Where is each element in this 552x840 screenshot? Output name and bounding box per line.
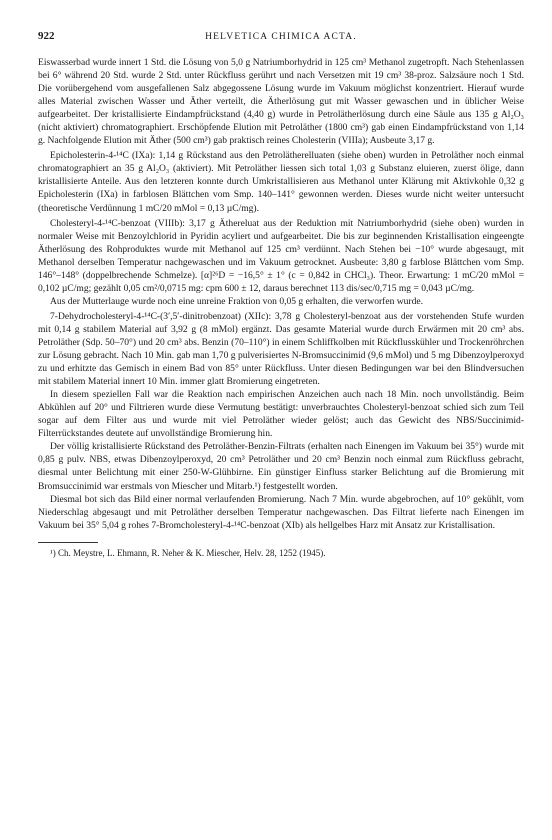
page-number: 922	[38, 30, 55, 42]
running-title: HELVETICA CHIMICA ACTA.	[205, 32, 357, 42]
paragraph-1: Eiswasserbad wurde innert 1 Std. die Lösung von 5,0 g Natriumborhydrid in 125 cm³ Methanol zugetropft. Nach Stehenlassen bei 6° während 20 Std. wurde 2 Std. unter Rückfluss gerührt und nach Versetzen mit 19 cm³ 38-proz. Salzsäure noch 1 Std. Die vorübergehend vom ausgefallenen Salz abgegossene Lösung wurde im Vakuum möglichst konzentriert. Hierauf wurde alles Material zwischen Wasser und Äther verteilt, die Ätherlösung gut mit Wasser gewaschen und in üblicher Weise aufgearbeitet. Der kristallisierte Eindampfrückstand (4,40 g) wurde in Petrolätherlösung durch eine Säule aus 135 g Al₂O₃ (nicht aktiviert) chromatographiert. Erschöpfende Elution mit Petroläther (1800 cm³) gab einen Eindampfrückstand von 1,14 g. Nachfolgende Elution mit Äther (500 cm³) gab praktisch reines Cholesterin (VIIIa); Ausbeute 3,17 g.	[38, 57, 524, 147]
footnote-rule	[38, 542, 98, 543]
paragraph-3: Cholesteryl-4-¹⁴C-benzoat (VIIIb): 3,17 g Äthereluat aus der Reduktion mit Natriumborhydrid (siehe oben) wurden in normaler Weise mit Benzoylchlorid in Pyridin acyliert und aufgearbeitet. Die bis zur beginnenden Kristallisation eingeengte Ätherlösung des Rohproduktes wurde mit Methanol auf 125 cm³ verdünnt. Nach Stehen bei −10° wurde abgesaugt, mit Methanol derselben Temperatur nachgewaschen und im Vakuum getrocknet. Ausbeute: 3,80 g farblose Blättchen vom Smp. 146°–148° (doppelbrechende Schmelze). [α]²⁶D = −16,5° ± 1° (c = 0,842 in CHCl₃). Theor. Erwartung: 1 mC/20 mMol = 0,102 µC/mg; gezählt 0,05 cm²/0,0715 mg: cpm 600 ± 12, daraus berechnet 113 dis/sec/0,715 mg = 0,043 µC/mg.	[38, 217, 524, 294]
footnote: ¹) Ch. Meystre, L. Ehmann, R. Neher & K. Miescher, Helv. 28, 1252 (1945).	[50, 547, 326, 558]
paragraph-6: In diesem speziellen Fall war die Reaktion nach empirischen Anzeichen auch nach 18 Min. noch unvollständig. Beim Abkühlen auf 20° und Filtrieren wurde diese Vermutung bestätigt: unverbrauchtes Cholesteryl-benzoat schied sich zum Teil sogar auf dem Filter aus und wurde mit viel Petroläther wieder gelöst; auch das Gewicht des NBS/Succinimid-Filterrückstandes deutete auf unvollständige Bromierung hin.	[38, 389, 524, 440]
paragraph-7: Der völlig kristallisierte Rückstand des Petroläther-Benzin-Filtrats (erhalten nach Einengen im Vakuum bei 35°) wurde mit 0,85 g pulv. NBS, etwas Dibenzoylperoxyd, 20 cm³ Petroläther und 20 cm³ Benzin noch einmal zum Rückfluss gebracht, diesmal unter Belichtung mit einer 250-W-Glühbirne. Ein günstiger Einfluss starker Belichtung auf die Bromierung mit Bromsuccinimid war erstmals von Miescher und Mitarb.¹) festgestellt worden.	[38, 441, 524, 492]
paragraph-2: Epicholesterin-4-¹⁴C (IXa): 1,14 g Rückstand aus den Petrolätherelluaten (siehe oben) wurden in Petroläther noch einmal chromatographiert an 35 g Al₂O₃ (aktiviert). Mit Petroläther liessen sich total 1,03 g Substanz eluieren, zuerst ölige, dann kristallisierte Anteile. Aus den letzteren konnte durch Umkristallisieren aus Methanol unter Klärung mit Aktivkohle 0,32 g Epicholesterin (IXa) in farblosen Blättchen vom Smp. 140–141° gewonnen werden. Dieses wurde nicht weiter untersucht (theoretische Verdünnung 1 mC/20 mMol = 0,13 µC/mg).	[38, 150, 524, 214]
paragraph-4: Aus der Mutterlauge wurde noch eine unreine Fraktion von 0,05 g erhalten, die verworfen wurde.	[50, 295, 424, 307]
page-header	[38, 30, 524, 46]
body-text	[38, 56, 524, 532]
paragraph-5: 7-Dehydrocholesteryl-4-¹⁴C-(3′,5′-dinitrobenzoat) (XIIc): 3,78 g Cholesteryl-benzoat aus der vorstehenden Stufe wurden mit 0,14 g stabilem Material auf 3,92 g (8 mMol) ergänzt. Das gesamte Material wurde durch Erwärmen mit 20 cm³ abs. Petroläther (Sdp. 50–70°) und 20 cm³ abs. Benzin (70–110°) in einem Schliffkolben mit Rückflusskühler und Trockenröhrchen zur Lösung gebracht. Nach 10 Min. gab man 1,70 g pulverisiertes N-Bromsuccinimid (9,6 mMol) und 5 mg Dibenzoylperoxyd zu und erhitzte das Gemisch in einem Bad von 85° unter Rückfluss. Unter diesen Bedingungen war bei den Blindversuchen mit stabilem Material innert 10 Min. immer glatt Bromierung eingetreten.	[38, 310, 524, 388]
paragraph-8: Diesmal bot sich das Bild einer normal verlaufenden Bromierung. Nach 7 Min. wurde abgebrochen, auf 10° gekühlt, vom Niederschlag abgesaugt und mit Petroläther derselben Temperatur nachgewaschen. Das Filtrat lieferte nach Einengen im Vakuum bei 35° 5,04 g rohes 7-Bromcholesteryl-4-¹⁴C-benzoat (XIb) als hellgelbes Harz mit Ansatz zur Kristallisation.	[38, 493, 524, 531]
